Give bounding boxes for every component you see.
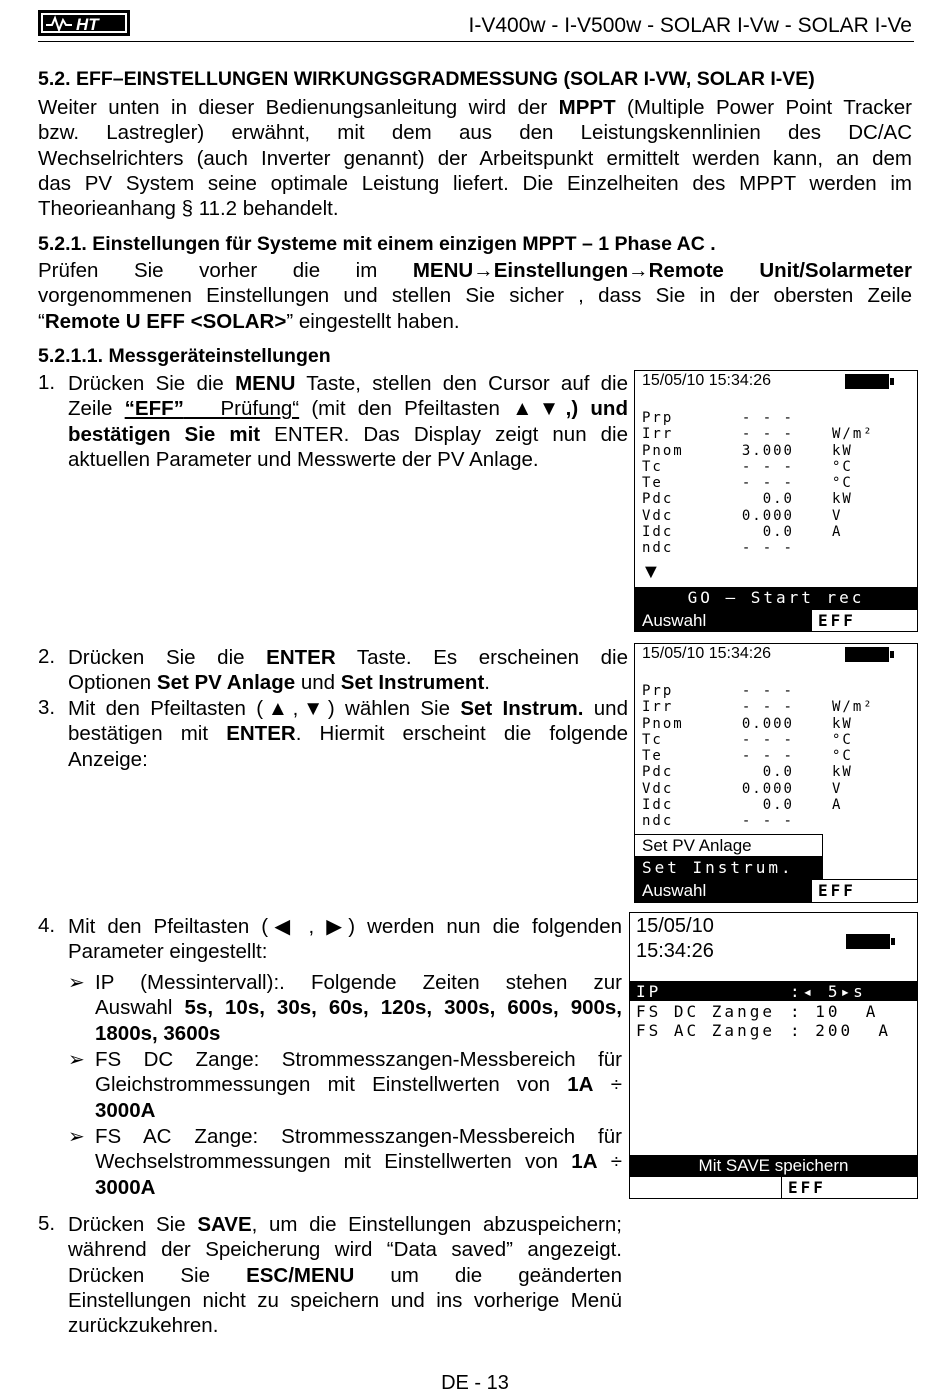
step-3-text: Mit den Pfeiltasten (▲,▼) wählen Sie Set Instrum. und bestätigen mit ENTER. Hiermit erscheint die folgende Anzeige: <box>68 697 628 771</box>
step-2-text: Drücken Sie die ENTER Taste. Es erscheinen die Optionen Set PV Anlage und Set Instrument. <box>68 646 628 695</box>
screen-footer <box>630 1176 917 1199</box>
section-heading-5-2-1-1: 5.2.1.1. Messgeräteinstellungen <box>38 345 331 367</box>
screen-footer <box>635 879 917 902</box>
save-hint-bar: Mit SAVE speichern <box>630 1155 917 1176</box>
paragraph-line: Weiter unten in dieser Bedienungsanleitung wird der MPPT (Multiple Power Point Tracker <box>38 96 912 119</box>
instrument-screen-2: 15/05/10 15:34:26 Prp - - - Irr - - - W/m² Pnom 0.000 kW Tc - - - °C Te - - - °C Pdc 0.0 kW Vdc 0.000 V Idc 0.0 A ndc - - - Set PV Anlage Set Instrum. Auswahl EFF <box>634 643 918 903</box>
screen-datetime: 15/05/10 15:34:26 <box>642 372 772 389</box>
document-title: I-V400w - I-V500w - SOLAR I-Vw - SOLAR I-Ve <box>468 14 912 37</box>
mode-eff: EFF <box>781 1177 917 1199</box>
screen-date: 15/05/10 <box>636 915 714 937</box>
scroll-down-icon: ▼ <box>641 561 661 583</box>
step-5-text: Drücken Sie SAVE, um die Einstellungen abzuspeichern; während der Speicherung wird “Data saved” angezeigt. Drücken Sie ESC/MENU um die geänderten Einstellungen nicht zu speichern und ins vorherige Menü zurückzukehren. <box>68 1213 622 1338</box>
go-start-rec-bar: GO – Start rec <box>635 587 917 609</box>
param-row-fs-ac[interactable]: FS AC Zange : 200 A <box>636 1021 892 1040</box>
paragraph-line: “Remote U EFF <SOLAR>” eingestellt haben. <box>38 309 460 333</box>
param-row-fs-dc[interactable]: FS DC Zange : 10 A <box>636 1002 879 1021</box>
battery-icon <box>845 374 889 389</box>
footer-label: Auswahl <box>642 881 707 900</box>
bullet-arrow-icon: ➢ <box>68 1049 85 1071</box>
ht-logo <box>38 8 130 38</box>
step-number: 5. <box>38 1212 56 1235</box>
screen-footer <box>635 609 917 632</box>
step-number: 2. <box>38 645 56 668</box>
section-5-2-1-paragraph <box>38 258 912 334</box>
footer-label: Auswahl <box>642 611 707 630</box>
paragraph-line: das PV System seine optimale Leistung liefert. Die Einzelheiten des MPPT werden im <box>38 171 912 195</box>
screen-time: 15:34:26 <box>636 940 714 962</box>
menu-item-set-pv-anlage[interactable]: Set PV Anlage <box>635 834 823 856</box>
battery-icon <box>846 934 890 949</box>
page-number: DE - 13 <box>441 1372 509 1394</box>
instrument-screen-1: 15/05/10 15:34:26 Prp - - - Irr - - - W/m² Pnom 3.000 kW Tc - - - °C Te - - - °C Pdc 0.0 kW Vdc 0.000 V Idc 0.0 A ndc - - - ▼ GO – Start rec Auswahl EFF <box>634 370 918 632</box>
screen-datetime: 15/05/10 15:34:26 <box>642 645 772 662</box>
step-1-text: Drücken Sie die MENU Taste, stellen den Cursor auf die Zeile “EFF” Prüfung“ (mit den Pfeiltasten ▲▼,) und bestätigen Sie mit ENTER. Das Display zeigt nun die aktuellen Parameter und Messwerte der PV Anlage. <box>68 372 628 471</box>
paragraph-line: Wechselrichters (auch Inverter genannt) der Arbeitspunkt ermittelt werden kann, an dem <box>38 146 912 170</box>
bullet-ip: IP (Messintervall):. Folgende Zeiten stehen zur Auswahl 5s, 10s, 30s, 60s, 120s, 300s, 600s, 900s, 1800s, 3600s <box>95 971 622 1045</box>
bullet-fs-ac: FS AC Zange: Strommesszangen-Messbereich für Wechselstrommessungen mit Einstellwerten von 1A ÷ 3000A <box>95 1125 622 1199</box>
header-rule <box>38 41 914 42</box>
param-row-ip[interactable]: IP :◂ 5▸s <box>630 981 917 1001</box>
svg-text:HT: HT <box>76 15 99 34</box>
step-4-text: Mit den Pfeiltasten (◀ , ▶) werden nun die folgenden Parameter eingestellt: <box>68 915 622 964</box>
paragraph-line: bzw. Lastregler) erwähnt, mit dem aus den Leistungskennlinien des DC/AC <box>38 121 912 145</box>
bullet-arrow-icon: ➢ <box>68 1126 85 1148</box>
bullet-fs-dc: FS DC Zange: Strommesszangen-Messbereich für Gleichstrommessungen mit Einstellwerten von 1A ÷ 3000A <box>95 1048 622 1122</box>
mode-eff: EFF <box>811 610 917 632</box>
step-number: 3. <box>38 696 56 719</box>
instrument-screen-3 <box>629 912 918 1199</box>
bullet-arrow-icon: ➢ <box>68 972 85 994</box>
step-number: 1. <box>38 371 56 394</box>
menu-item-set-instrum[interactable]: Set Instrum. <box>635 856 823 879</box>
battery-icon <box>845 647 889 662</box>
section-heading-5-2: 5.2. EFF–EINSTELLUNGEN WIRKUNGSGRADMESSUNG (SOLAR I-VW, SOLAR I-VE) <box>38 68 815 90</box>
mode-eff: EFF <box>811 880 917 902</box>
section-heading-5-2-1: 5.2.1. Einstellungen für Systeme mit einem einzigen MPPT – 1 Phase AC . <box>38 233 716 255</box>
step-number: 4. <box>38 914 56 937</box>
paragraph-line: Prüfen Sie vorher die im MENU→Einstellungen→Remote Unit/Solarmeter <box>38 259 912 282</box>
section-5-2-paragraph <box>38 95 912 221</box>
paragraph-line: Theorieanhang § 11.2 behandelt. <box>38 197 339 221</box>
paragraph-line: vorgenommenen Einstellungen und stellen Sie sicher , dass Sie in der obersten Zeile <box>38 284 912 308</box>
